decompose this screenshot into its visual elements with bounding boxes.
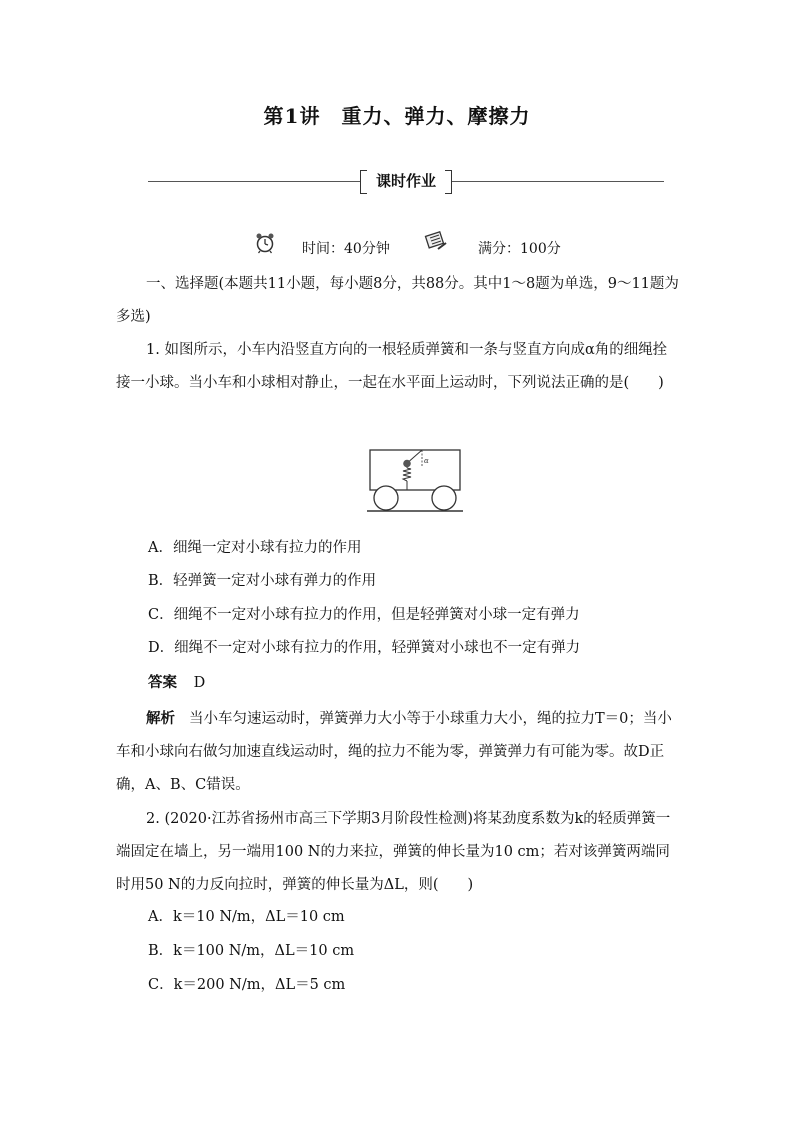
- q1-option-b: B．轻弹簧一定对小球有弹力的作用: [148, 573, 377, 589]
- angle-alpha-label: α: [424, 457, 429, 465]
- banner-rule-right: [452, 181, 664, 182]
- question-2-stem: 2. (2020·江苏省扬州市高三下学期3月阶段性检测)将某劲度系数为k的轻质弹簧一端固定在墙上，另一端用100 N的力来拉，弹簧的伸长量为10 cm；若对该弹簧两端同时用50 N的力反向拉时，弹簧的伸长量为ΔL，则( ): [116, 811, 671, 893]
- answer-value: D: [193, 675, 206, 691]
- bracket-right-icon: [445, 170, 452, 194]
- q2-option-a: A．k＝10 N/m，ΔL＝10 cm: [148, 909, 345, 925]
- q1-option-c: C．细绳不一定对小球有拉力的作用，但是轻弹簧对小球一定有弹力: [148, 607, 580, 623]
- analysis-text: 当小车匀速运动时，弹簧弹力大小等于小球重力大小，绳的拉力T＝0；当小车和小球向右做匀加速直线运动时，绳的拉力不能为零，弹簧弹力有可能为零。故D正确，A、B、C错误。: [116, 711, 672, 793]
- score-sheet-icon: [424, 230, 448, 252]
- cart-spring-figure: [367, 448, 463, 514]
- q1-option-d: D．细绳不一定对小球有拉力的作用，轻弹簧对小球也不一定有弹力: [148, 640, 581, 656]
- section-intro: 一、选择题(本题共11小题，每小题8分，共88分。其中1～8题为单选，9～11题为多选): [116, 276, 679, 325]
- q2-option-b: B．k＝100 N/m，ΔL＝10 cm: [148, 943, 355, 959]
- full-score: 满分：100分: [478, 241, 561, 257]
- q2-option-c: C．k＝200 N/m，ΔL＝5 cm: [148, 977, 346, 993]
- q1-analysis: [116, 702, 680, 802]
- q1-answer: [148, 673, 205, 693]
- question-1-stem: 1. 如图所示，小车内沿竖直方向的一根轻质弹簧和一条与竖直方向成α角的细绳拴接一小球。当小车和小球相对静止，一起在水平面上运动时，下列说法正确的是( ): [116, 342, 668, 391]
- page-title: 第1讲 重力、弹力、摩擦力: [263, 104, 531, 128]
- banner-label: 课时作业: [375, 172, 436, 190]
- time-limit: 时间：40分钟: [302, 241, 390, 257]
- alarm-clock-icon: [254, 232, 276, 254]
- answer-label: 答案: [148, 674, 177, 691]
- meta-row: [0, 236, 794, 260]
- banner-label-box: [360, 168, 452, 194]
- q1-option-a: A．细绳一定对小球有拉力的作用: [148, 540, 362, 556]
- section-banner: [148, 168, 664, 194]
- banner-rule-left: [148, 181, 360, 182]
- bracket-left-icon: [360, 170, 367, 194]
- analysis-label: 解析: [146, 710, 175, 727]
